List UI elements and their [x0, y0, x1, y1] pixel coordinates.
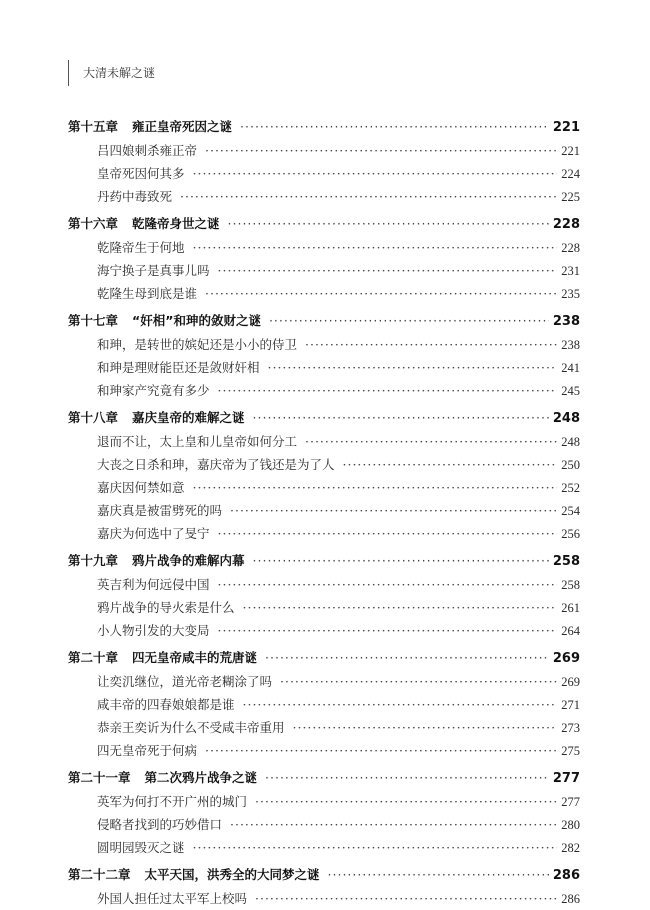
chapter-title: 嘉庆皇帝的难解之谜 — [132, 410, 245, 425]
toc-chapter-row[interactable] — [68, 548, 580, 573]
section-title: 吕四娘刺杀雍正帝 — [97, 143, 198, 158]
dot-leader — [193, 236, 558, 259]
toc-section-row[interactable] — [68, 453, 580, 476]
toc-section-row[interactable] — [68, 356, 580, 379]
running-header — [68, 60, 155, 86]
section-title: 英吉利为何远侵中国 — [97, 577, 210, 592]
dot-leader — [255, 790, 557, 813]
section-page-number: 248 — [561, 435, 580, 449]
section-page-number: 238 — [561, 338, 580, 352]
section-page-number: 271 — [561, 698, 580, 712]
chapter-title: 太平天国，洪秀全的大同梦之谜 — [144, 867, 320, 882]
toc-section-row[interactable] — [68, 619, 580, 642]
toc-chapter-row[interactable] — [68, 862, 580, 887]
section-title: 圆明园毁灭之谜 — [97, 840, 185, 855]
section-page-number: 228 — [561, 241, 580, 255]
chapter-number: 第十九章 — [68, 553, 119, 568]
section-title: 退而不让，太上皇和儿皇帝如何分工 — [97, 434, 298, 449]
section-title: 和珅，是转世的嫔妃还是小小的侍卫 — [97, 337, 298, 352]
section-title: 嘉庆因何禁如意 — [97, 480, 185, 495]
section-title: 乾隆生母到底是谁 — [97, 286, 198, 301]
section-page-number: 225 — [561, 190, 580, 204]
toc-section-row[interactable] — [68, 596, 580, 619]
section-title: 丹药中毒致死 — [97, 189, 173, 204]
section-title: 海宁换子是真事儿吗 — [97, 263, 210, 278]
chapter-page-number: 269 — [552, 651, 580, 666]
dot-leader — [255, 887, 557, 910]
chapter-title: “奸相”和珅的敛财之谜 — [132, 313, 261, 328]
section-page-number: 245 — [561, 384, 580, 398]
dot-leader — [218, 573, 558, 596]
toc-section-row[interactable] — [68, 162, 580, 185]
table-of-contents — [68, 111, 580, 910]
toc-section-row[interactable] — [68, 282, 580, 305]
chapter-number: 第十五章 — [68, 119, 119, 134]
dot-leader — [305, 430, 557, 453]
section-page-number: 277 — [561, 795, 580, 809]
toc-section-row[interactable] — [68, 739, 580, 762]
section-page-number: 235 — [561, 287, 580, 301]
section-title: 和珅家产究竟有多少 — [97, 383, 210, 398]
section-title: 大丧之日杀和珅，嘉庆帝为了钱还是为了人 — [97, 457, 335, 472]
toc-section-row[interactable] — [68, 333, 580, 356]
section-title: 和珅是理财能臣还是敛财奸相 — [97, 360, 260, 375]
dot-leader — [265, 645, 549, 670]
chapter-number: 第二十二章 — [68, 867, 131, 882]
chapter-page-number: 258 — [552, 554, 580, 569]
dot-leader — [228, 211, 549, 236]
dot-leader — [205, 739, 557, 762]
toc-chapter-row[interactable] — [68, 308, 580, 333]
dot-leader — [218, 522, 558, 545]
dot-leader — [280, 670, 557, 693]
toc-section-row[interactable] — [68, 499, 580, 522]
toc-section-row[interactable] — [68, 670, 580, 693]
section-title: 嘉庆真是被雷劈死的吗 — [97, 503, 223, 518]
section-page-number: 264 — [561, 624, 580, 638]
chapter-number: 第十八章 — [68, 410, 119, 425]
dot-leader — [253, 405, 549, 430]
section-page-number: 241 — [561, 361, 580, 375]
dot-leader — [268, 356, 558, 379]
toc-section-row[interactable] — [68, 259, 580, 282]
dot-leader — [253, 548, 549, 573]
section-page-number: 254 — [561, 504, 580, 518]
chapter-page-number: 286 — [552, 868, 580, 883]
toc-chapter-row[interactable] — [68, 765, 580, 790]
chapter-title: 乾隆帝身世之谜 — [132, 216, 220, 231]
dot-leader — [269, 308, 549, 333]
dot-leader — [193, 836, 558, 859]
dot-leader — [328, 862, 549, 887]
toc-section-row[interactable] — [68, 139, 580, 162]
section-title: 让奕㲹继位，道光帝老糊涂了吗 — [97, 674, 273, 689]
dot-leader — [243, 596, 558, 619]
chapter-page-number: 248 — [552, 411, 580, 426]
chapter-page-number: 221 — [552, 120, 580, 135]
toc-chapter-row[interactable] — [68, 114, 580, 139]
toc-section-row[interactable] — [68, 716, 580, 739]
dot-leader — [230, 499, 557, 522]
dot-leader — [265, 765, 549, 790]
section-title: 咸丰帝的四春娘娘都是谁 — [97, 697, 235, 712]
section-title: 小人物引发的大变局 — [97, 623, 210, 638]
chapter-title: 鸦片战争的难解内幕 — [132, 553, 245, 568]
section-page-number: 224 — [561, 167, 580, 181]
chapter-page-number: 277 — [552, 771, 580, 786]
dot-leader — [218, 379, 558, 402]
section-title: 四无皇帝死于何病 — [97, 743, 198, 758]
toc-section-row[interactable] — [68, 430, 580, 453]
section-page-number: 221 — [561, 144, 580, 158]
section-page-number: 231 — [561, 264, 580, 278]
dot-leader — [343, 453, 558, 476]
toc-chapter-row[interactable] — [68, 405, 580, 430]
chapter-number: 第十七章 — [68, 313, 119, 328]
section-title: 嘉庆为何选中了旻宁 — [97, 526, 210, 541]
chapter-page-number: 228 — [552, 217, 580, 232]
dot-leader — [230, 813, 557, 836]
section-page-number: 280 — [561, 818, 580, 832]
dot-leader — [218, 619, 558, 642]
chapter-title: 雍正皇帝死因之谜 — [132, 119, 233, 134]
chapter-title: 四无皇帝咸丰的荒唐谜 — [132, 650, 258, 665]
dot-leader — [293, 716, 558, 739]
dot-leader — [305, 333, 557, 356]
chapter-page-number: 238 — [552, 314, 580, 329]
section-title: 外国人担任过太平军上校吗 — [97, 891, 248, 906]
section-page-number: 273 — [561, 721, 580, 735]
toc-section-row[interactable] — [68, 693, 580, 716]
section-title: 乾隆帝生于何地 — [97, 240, 185, 255]
dot-leader — [180, 185, 557, 208]
toc-section-row[interactable] — [68, 790, 580, 813]
toc-section-row[interactable] — [68, 476, 580, 499]
section-page-number: 269 — [561, 675, 580, 689]
section-title: 英军为何打不开广州的城门 — [97, 794, 248, 809]
toc-section-row[interactable] — [68, 236, 580, 259]
toc-chapter-row[interactable] — [68, 211, 580, 236]
dot-leader — [243, 693, 558, 716]
dot-leader — [193, 162, 558, 185]
chapter-title: 第二次鸦片战争之谜 — [144, 770, 258, 785]
section-title: 恭亲王奕䜣为什么不受咸丰帝重用 — [97, 720, 285, 735]
dot-leader — [205, 139, 557, 162]
toc-section-row[interactable] — [68, 887, 580, 910]
section-page-number: 256 — [561, 527, 580, 541]
dot-leader — [205, 282, 557, 305]
section-page-number: 282 — [561, 841, 580, 855]
chapter-number: 第二十章 — [68, 650, 119, 665]
toc-chapter-row[interactable] — [68, 645, 580, 670]
toc-section-row[interactable] — [68, 185, 580, 208]
toc-section-row[interactable] — [68, 813, 580, 836]
toc-section-row[interactable] — [68, 522, 580, 545]
dot-leader — [193, 476, 558, 499]
section-page-number: 275 — [561, 744, 580, 758]
chapter-number: 第二十一章 — [68, 770, 131, 785]
chapter-number: 第十六章 — [68, 216, 119, 231]
toc-section-row[interactable] — [68, 379, 580, 402]
book-title: 大清未解之谜 — [83, 66, 156, 80]
section-title: 皇帝死因何其多 — [97, 166, 185, 181]
section-page-number: 261 — [561, 601, 580, 615]
toc-section-row[interactable] — [68, 573, 580, 596]
section-page-number: 286 — [561, 892, 580, 906]
section-page-number: 250 — [561, 458, 580, 472]
dot-leader — [218, 259, 558, 282]
section-page-number: 258 — [561, 578, 580, 592]
section-title: 鸦片战争的导火索是什么 — [97, 600, 235, 615]
toc-section-row[interactable] — [68, 836, 580, 859]
section-title: 侵略者找到的巧妙借口 — [97, 817, 223, 832]
section-page-number: 252 — [561, 481, 580, 495]
dot-leader — [240, 114, 549, 139]
